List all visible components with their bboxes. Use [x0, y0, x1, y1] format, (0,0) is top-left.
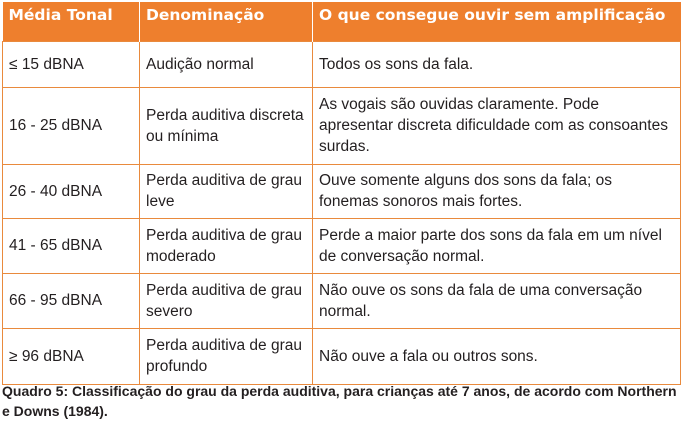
table-cell-media-tonal: 66 - 95 dBNA — [3, 273, 140, 328]
table-cell-media-tonal: 41 - 65 dBNA — [3, 218, 140, 273]
table-cell-description: Perde a maior parte dos sons da fala em um nível de conversação normal. — [313, 218, 681, 273]
table-row — [3, 41, 681, 87]
column-header-o-que-consegue-ouvir: O que consegue ouvir sem amplificação — [313, 2, 681, 41]
hearing-loss-table — [2, 2, 681, 385]
column-header-denominacao: Denominação — [140, 2, 313, 41]
table-cell-denominacao: Audição normal — [140, 41, 313, 87]
table-cell-media-tonal: ≥ 96 dBNA — [3, 328, 140, 384]
table-cell-description: Todos os sons da fala. — [313, 41, 681, 87]
table-caption: Quadro 5: Classificação do grau da perda auditiva, para crianças até 7 anos, de acordo com Northern e Downs (1984). — [2, 383, 677, 419]
table-cell-description: As vogais são ouvidas claramente. Pode apresentar discreta dificuldade com as consoantes surdas. — [313, 87, 681, 164]
table-cell-denominacao: Perda auditiva de grau leve — [140, 164, 313, 218]
column-header-media-tonal: Média Tonal — [3, 2, 140, 41]
table-cell-media-tonal: 26 - 40 dBNA — [3, 164, 140, 218]
table-cell-description: Não ouve os sons da fala de uma conversação normal. — [313, 273, 681, 328]
table-cell-description: Ouve somente alguns dos sons da fala; os fonemas sonoros mais fortes. — [313, 164, 681, 218]
table-cell-description: Não ouve a fala ou outros sons. — [313, 328, 681, 384]
table-cell-denominacao: Perda auditiva de grau severo — [140, 273, 313, 328]
table-row — [3, 328, 681, 384]
table-cell-denominacao: Perda auditiva discreta ou mínima — [140, 87, 313, 164]
table-cell-denominacao: Perda auditiva de grau profundo — [140, 328, 313, 384]
table-cell-media-tonal: 16 - 25 dBNA — [3, 87, 140, 164]
table-cell-media-tonal: ≤ 15 dBNA — [3, 41, 140, 87]
table-row — [3, 87, 681, 164]
hearing-loss-table-container — [2, 2, 680, 385]
table-row — [3, 164, 681, 218]
table-header-row — [3, 2, 681, 41]
table-row — [3, 273, 681, 328]
table-cell-denominacao: Perda auditiva de grau moderado — [140, 218, 313, 273]
table-row — [3, 218, 681, 273]
